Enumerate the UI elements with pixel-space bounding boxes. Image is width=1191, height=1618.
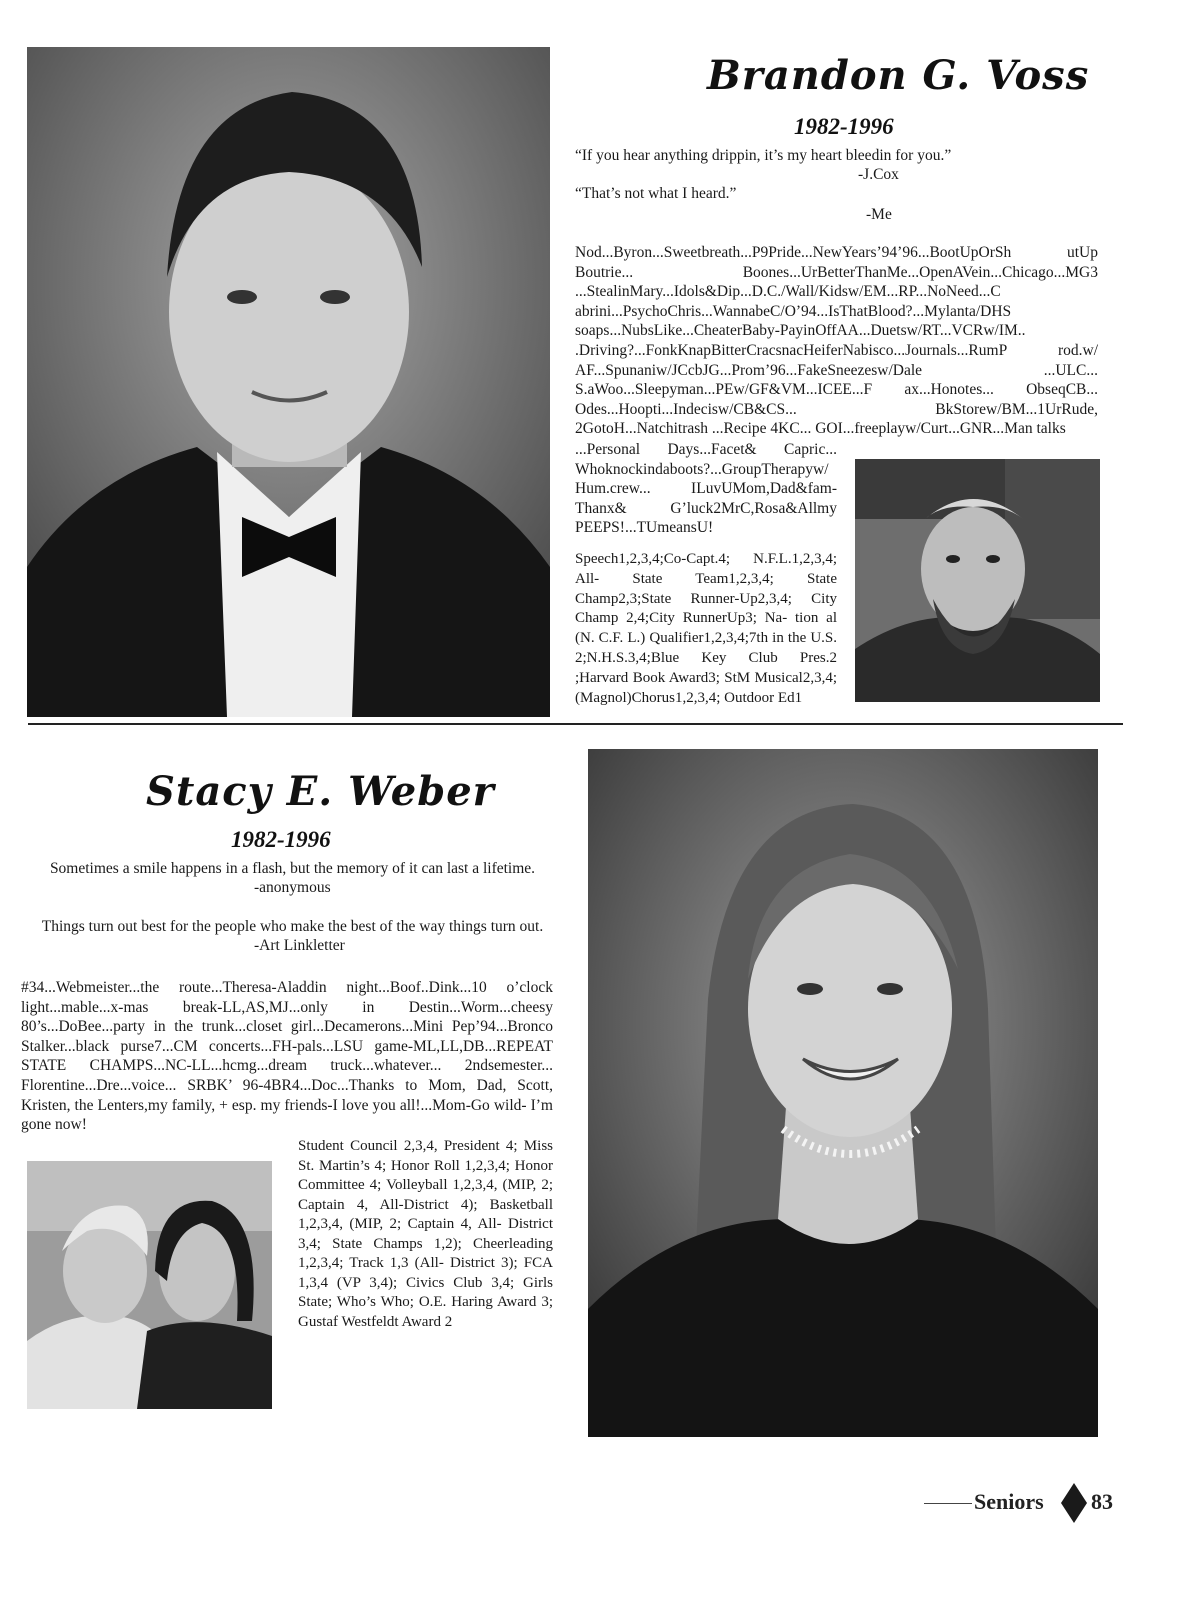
footer-section-label: Seniors: [974, 1489, 1044, 1514]
mother-daughter-image: [27, 1161, 272, 1409]
section-divider: [28, 723, 1123, 725]
senior2-name: Stacy E. Weber: [146, 768, 495, 815]
senior1-quote2: “That’s not what I heard.”: [575, 185, 737, 202]
senior2-memories: #34...Webmeister...the route...Theresa-Aladdin night...Boof..Dink...10 o’clock light...mable...x-mas break-LL,AS,MJ...only in Destin...Worm...cheesy 80’s...DoBee...party in the trunk...closet girl...Decamerons...Mini Pep’94...Bronco Stalker...black purse7...CM concerts...FH-pals...LSU game-ML,LL,DB...REPEAT STATE CHAMPS...NC-LL...hcmg...dream truck...whatever... 2ndsemester... Florentine...Dre...voice... SRBK’ 96-4BR4...Doc...Thanks to Mom, Dad, Scott, Kristen, the Lenters,my family, + esp. my friends-I love you all!...Mom-Go wild- I’m gone now!: [21, 979, 553, 1134]
senior1-quote1: “If you hear anything drippin, it’s my heart bleedin for you.”: [575, 147, 952, 164]
senior2-quote1-attribution: -anonymous: [254, 879, 331, 896]
senior2-quote2: Things turn out best for the people who make the best of the way things turn out.: [41, 918, 544, 935]
diamond-icon: [1061, 1483, 1087, 1523]
senior2-quote2-attribution: -Art Linkletter: [254, 937, 345, 954]
bearded-costume-image: [855, 459, 1100, 702]
senior1-memories: Nod...Byron...Sweetbreath...P9Pride...NewYears’94’96...BootUpOrSh utUp Boutrie... Boones...UrBetterThanMe...OpenAVein...Chicago...MG3 ...StealinMary...Idols&Dip...D.C./Wall/Kidsw/EM...RP...NoNeed...C abrini...PsychoChris...WannabeC/O’94...IsThatBlood?...Mylanta/DHS soaps...NubsLike...CheaterBaby-PayinOffAA...Duetsw/RT...VCRw/IM.. .Driving?...FonkKnapBitterCracsnacHeiferNabisco...Journals...RumP rod.w/ AF...Spunaniw/JCcbJG...Prom’96...FakeSneezesw/Dale ...ULC... S.aWoo...Sleepyman...PEw/GF&VM...ICEE...F ax...Honotes... ObseqCB... Odes...Hoopti...Indecisw/CB&CS... BkStorew/BM...1UrRude, 2GotoH...Natchitrash ...Recipe 4KC... GOI...freeplayw/Curt...GNR...Man talks: [575, 244, 1098, 438]
page-number: 83: [1091, 1489, 1113, 1514]
senior1-quote2-attribution: -Me: [866, 206, 892, 223]
senior1-memories-continued: ...Personal Days...Facet& Capric... Whoknockindaboots?...GroupTherapyw/ Hum.crew... ILuvUMom,Dad&fam- Thanx& G’luck2MrC,Rosa&Allmy PEEPS!...TUmeansU!: [575, 441, 837, 537]
footer-rule: [924, 1503, 972, 1504]
senior1-portrait-photo: [27, 47, 550, 717]
page-footer: [924, 1483, 1124, 1523]
senior1-years: 1982-1996: [794, 114, 894, 139]
tuxedo-portrait-image: [27, 47, 550, 717]
senior1-name: Brandon G. Voss: [707, 52, 1090, 99]
senior2-quote1: Sometimes a smile happens in a flash, but the memory of it can last a lifetime.: [49, 860, 536, 877]
senior2-activities: Student Council 2,3,4, President 4; Miss St. Martin’s 4; Honor Roll 1,2,3,4; Honor Committee 4; Volleyball 1,2,3,4, (MIP, 2; Captain 4, All-District 4); Basketball 1,2,3,4, (MIP, 2; Captain 4, All- District 3,4; State Champs 1,2); Cheerleading 1,2,3,4; Track 1,3 (All- District 3); FCA 1,3,4 (VP 3,4); Civics Club 3,4; Girls State; Who’s Who; O.E. Haring Award 3; Gustaf Westfeldt Award 2: [298, 1138, 553, 1330]
senior1-quote1-attribution: -J.Cox: [858, 166, 899, 183]
senior1-activities: Speech1,2,3,4;Co-Capt.4; N.F.L.1,2,3,4; All- State Team1,2,3,4; State Champ2,3;State Runner-Up2,3,4; City Champ 2,4;City RunnerUp3; Na- tion al (N. C.F. L.) Qualifier1,2,3,4;7th in the U.S. 2;N.H.S.3,4;Blue Key Club Pres.2 ;Harvard Book Award3; StM Musical2,3,4; (Magnol)Chorus1,2,3,4; Outdoor Ed1: [575, 551, 837, 706]
senior2-portrait-photo: [588, 749, 1098, 1437]
graduate-portrait-image: [588, 749, 1098, 1437]
senior2-years: 1982-1996: [231, 827, 331, 852]
senior2-family-photo: [27, 1161, 272, 1409]
senior1-costume-photo: [855, 459, 1100, 702]
